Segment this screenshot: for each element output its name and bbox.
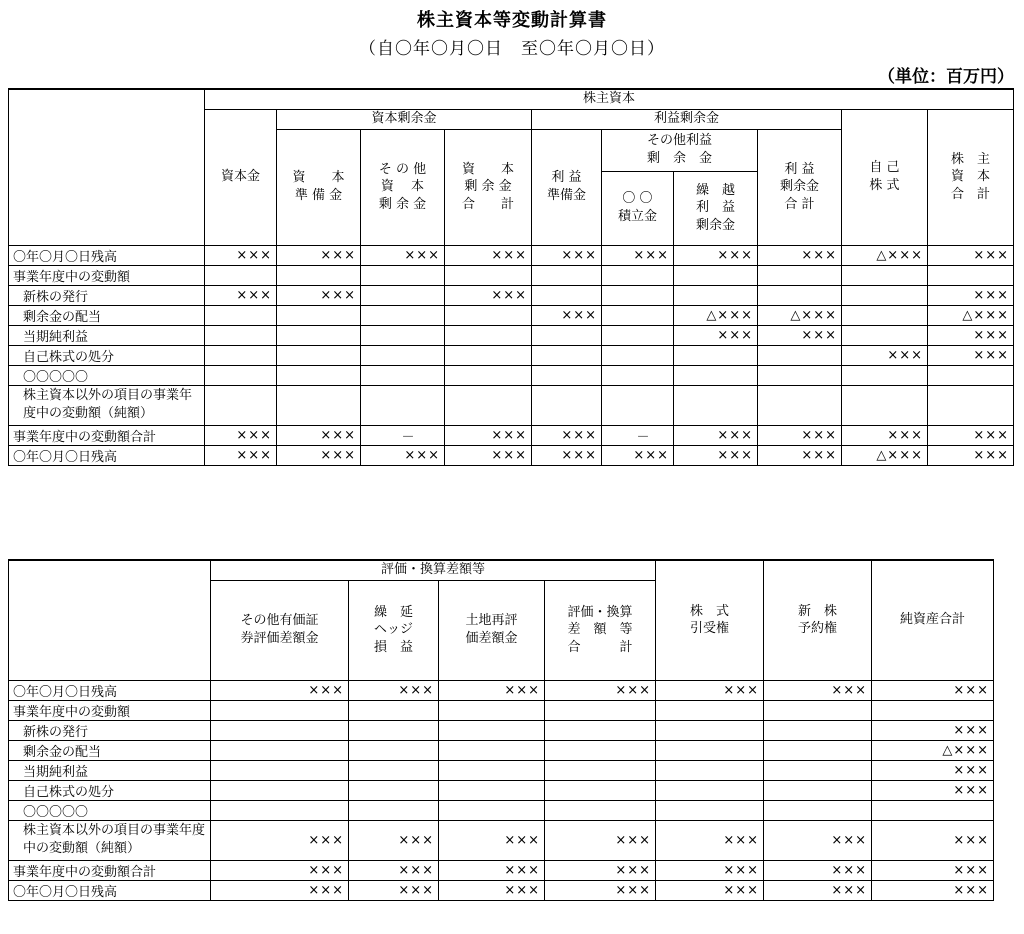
row-label: 事業年度中の変動額 bbox=[9, 700, 211, 720]
value-cell bbox=[758, 345, 842, 365]
value-cell bbox=[928, 385, 1014, 425]
value-cell bbox=[842, 285, 928, 305]
value-cell bbox=[602, 325, 674, 345]
value-cell bbox=[602, 345, 674, 365]
value-cell bbox=[532, 385, 602, 425]
value-cell: ××× bbox=[758, 445, 842, 465]
value-cell bbox=[532, 285, 602, 305]
value-cell: ××× bbox=[758, 325, 842, 345]
value-cell: ××× bbox=[928, 285, 1014, 305]
value-cell bbox=[928, 365, 1014, 385]
value-cell bbox=[439, 740, 545, 760]
value-cell bbox=[361, 345, 445, 365]
value-cell: ××× bbox=[277, 285, 361, 305]
row-label: 〇〇〇〇〇 bbox=[9, 365, 205, 385]
header-shareholders-equity: 株主資本 bbox=[205, 89, 1014, 109]
value-cell bbox=[445, 305, 532, 325]
value-cell: ××× bbox=[205, 245, 277, 265]
col-header: 利 益 剰余金 合 計 bbox=[758, 129, 842, 245]
col-header: その他有価証 券評価差額金 bbox=[211, 580, 349, 680]
col-header: 資本金 bbox=[205, 109, 277, 245]
value-cell bbox=[277, 385, 361, 425]
value-cell bbox=[545, 780, 656, 800]
value-cell: ××× bbox=[842, 345, 928, 365]
value-cell bbox=[349, 720, 439, 740]
value-cell: ××× bbox=[656, 820, 764, 860]
shareholders-equity-table bbox=[8, 88, 1014, 466]
value-cell bbox=[361, 285, 445, 305]
value-cell: △××× bbox=[674, 305, 758, 325]
col-header: 資 本 準 備 金 bbox=[277, 129, 361, 245]
value-cell: ××× bbox=[445, 425, 532, 445]
value-cell: ××× bbox=[656, 680, 764, 700]
value-cell bbox=[445, 265, 532, 285]
value-cell: ××× bbox=[439, 860, 545, 880]
row-label: 剰余金の配当 bbox=[9, 740, 211, 760]
col-header: そ の 他 資 本 剰 余 金 bbox=[361, 129, 445, 245]
value-cell bbox=[211, 760, 349, 780]
value-cell bbox=[656, 700, 764, 720]
header-corner-cell bbox=[9, 560, 211, 680]
value-cell bbox=[205, 325, 277, 345]
value-cell: ××× bbox=[277, 445, 361, 465]
row-label: 株主資本以外の項目の事業年度中の変動額（純額） bbox=[9, 820, 211, 860]
table-row bbox=[9, 285, 1014, 305]
value-cell bbox=[349, 780, 439, 800]
value-cell: ××× bbox=[674, 445, 758, 465]
value-cell bbox=[764, 800, 872, 820]
value-cell: ××× bbox=[842, 425, 928, 445]
value-cell: △××× bbox=[928, 305, 1014, 325]
value-cell: ××× bbox=[674, 325, 758, 345]
value-cell bbox=[764, 700, 872, 720]
value-cell bbox=[545, 740, 656, 760]
value-cell bbox=[674, 385, 758, 425]
value-cell bbox=[445, 345, 532, 365]
value-cell bbox=[602, 305, 674, 325]
value-cell bbox=[764, 720, 872, 740]
value-cell: ××× bbox=[439, 880, 545, 900]
value-cell bbox=[532, 325, 602, 345]
value-cell: ××× bbox=[349, 880, 439, 900]
value-cell bbox=[205, 385, 277, 425]
table-row bbox=[9, 720, 994, 740]
value-cell bbox=[439, 720, 545, 740]
value-cell bbox=[277, 305, 361, 325]
value-cell: ××× bbox=[545, 860, 656, 880]
value-cell: △××× bbox=[842, 245, 928, 265]
valuation-adjustments-table bbox=[8, 559, 994, 901]
value-cell: ××× bbox=[205, 425, 277, 445]
col-header: 〇 〇 積立金 bbox=[602, 171, 674, 245]
value-cell bbox=[211, 780, 349, 800]
value-cell bbox=[842, 305, 928, 325]
table-row bbox=[9, 445, 1014, 465]
value-cell bbox=[211, 740, 349, 760]
value-cell bbox=[445, 325, 532, 345]
value-cell: ××× bbox=[872, 860, 994, 880]
value-cell bbox=[656, 800, 764, 820]
table-row bbox=[9, 760, 994, 780]
value-cell bbox=[842, 265, 928, 285]
col-header: 株 式 引受権 bbox=[656, 560, 764, 680]
value-cell bbox=[349, 800, 439, 820]
value-cell: ××× bbox=[439, 680, 545, 700]
row-label: 〇年〇月〇日残高 bbox=[9, 680, 211, 700]
value-cell bbox=[674, 265, 758, 285]
row-label: 剰余金の配当 bbox=[9, 305, 205, 325]
value-cell: ××× bbox=[205, 285, 277, 305]
value-cell: ××× bbox=[674, 425, 758, 445]
header-corner-cell bbox=[9, 89, 205, 245]
value-cell: ××× bbox=[656, 860, 764, 880]
table-row bbox=[9, 385, 1014, 425]
value-cell bbox=[205, 305, 277, 325]
row-label: 事業年度中の変動額合計 bbox=[9, 860, 211, 880]
value-cell: ××× bbox=[545, 880, 656, 900]
value-cell bbox=[602, 365, 674, 385]
value-cell: ××× bbox=[277, 245, 361, 265]
value-cell bbox=[205, 365, 277, 385]
value-cell: ××× bbox=[764, 820, 872, 860]
value-cell bbox=[758, 385, 842, 425]
row-label: 新株の発行 bbox=[9, 720, 211, 740]
table-row bbox=[9, 800, 994, 820]
row-label: 〇年〇月〇日残高 bbox=[9, 445, 205, 465]
value-cell bbox=[439, 700, 545, 720]
value-cell bbox=[764, 740, 872, 760]
value-cell bbox=[872, 800, 994, 820]
table-row bbox=[9, 245, 1014, 265]
value-cell bbox=[928, 265, 1014, 285]
value-cell bbox=[545, 800, 656, 820]
table-row bbox=[9, 265, 1014, 285]
value-cell bbox=[211, 700, 349, 720]
value-cell: ××× bbox=[445, 445, 532, 465]
table-row bbox=[9, 305, 1014, 325]
col-header: 繰 越 利 益 剰余金 bbox=[674, 171, 758, 245]
value-cell bbox=[602, 265, 674, 285]
table-row bbox=[9, 700, 994, 720]
value-cell: ××× bbox=[445, 285, 532, 305]
row-label: 事業年度中の変動額合計 bbox=[9, 425, 205, 445]
value-cell bbox=[349, 760, 439, 780]
row-label: 当期純利益 bbox=[9, 760, 211, 780]
value-cell bbox=[872, 700, 994, 720]
col-header: 繰 延 ヘッジ 損 益 bbox=[349, 580, 439, 680]
value-cell: ××× bbox=[211, 820, 349, 860]
value-cell bbox=[656, 780, 764, 800]
table-row bbox=[9, 860, 994, 880]
value-cell bbox=[532, 365, 602, 385]
value-cell: ××× bbox=[532, 425, 602, 445]
value-cell bbox=[439, 780, 545, 800]
header-capital-surplus: 資本剰余金 bbox=[277, 109, 532, 129]
value-cell bbox=[277, 325, 361, 345]
col-header: 新 株 予約権 bbox=[764, 560, 872, 680]
value-cell bbox=[656, 760, 764, 780]
value-cell bbox=[361, 365, 445, 385]
value-cell: ××× bbox=[764, 880, 872, 900]
value-cell: ××× bbox=[758, 425, 842, 445]
col-header: 資 本 剰 余 金 合 計 bbox=[445, 129, 532, 245]
table-row bbox=[9, 820, 994, 860]
row-label: 事業年度中の変動額 bbox=[9, 265, 205, 285]
value-cell: △××× bbox=[758, 305, 842, 325]
value-cell: △××× bbox=[872, 740, 994, 760]
col-header: 土地再評 価差額金 bbox=[439, 580, 545, 680]
value-cell: ××× bbox=[674, 245, 758, 265]
row-label: 新株の発行 bbox=[9, 285, 205, 305]
row-label: 〇年〇月〇日残高 bbox=[9, 880, 211, 900]
value-cell: ××× bbox=[211, 880, 349, 900]
value-cell: ××× bbox=[361, 245, 445, 265]
value-cell bbox=[532, 345, 602, 365]
value-cell bbox=[361, 385, 445, 425]
value-cell bbox=[361, 265, 445, 285]
value-cell bbox=[842, 365, 928, 385]
value-cell: ××× bbox=[211, 860, 349, 880]
unit-label: （単位：百万円） bbox=[878, 67, 1014, 87]
table-row bbox=[9, 880, 994, 900]
value-cell bbox=[602, 385, 674, 425]
table-row bbox=[9, 780, 994, 800]
value-cell bbox=[656, 740, 764, 760]
value-cell bbox=[205, 265, 277, 285]
value-cell bbox=[445, 385, 532, 425]
table-row bbox=[9, 325, 1014, 345]
value-cell bbox=[545, 760, 656, 780]
header-retained-earnings: 利益剰余金 bbox=[532, 109, 842, 129]
value-cell bbox=[277, 345, 361, 365]
value-cell: ××× bbox=[872, 780, 994, 800]
value-cell bbox=[361, 305, 445, 325]
value-cell: ××× bbox=[872, 680, 994, 700]
value-cell bbox=[758, 365, 842, 385]
value-cell: ××× bbox=[532, 305, 602, 325]
value-cell: ××× bbox=[211, 680, 349, 700]
col-header: 評価・換算 差 額 等 合 計 bbox=[545, 580, 656, 680]
value-cell bbox=[764, 780, 872, 800]
value-cell: ××× bbox=[532, 245, 602, 265]
value-cell bbox=[439, 800, 545, 820]
value-cell: ××× bbox=[545, 680, 656, 700]
value-cell: △××× bbox=[842, 445, 928, 465]
table-row bbox=[9, 425, 1014, 445]
value-cell: ××× bbox=[656, 880, 764, 900]
col-header: 株 主 資 本 合 計 bbox=[928, 109, 1014, 245]
value-cell: ××× bbox=[872, 760, 994, 780]
value-cell bbox=[361, 325, 445, 345]
table-row bbox=[9, 365, 1014, 385]
value-cell bbox=[349, 740, 439, 760]
row-label: 自己株式の処分 bbox=[9, 780, 211, 800]
value-cell bbox=[758, 285, 842, 305]
header-valuation-adjustments: 評価・換算差額等 bbox=[211, 560, 656, 580]
value-cell: ××× bbox=[205, 445, 277, 465]
value-cell: ××× bbox=[928, 425, 1014, 445]
value-cell bbox=[205, 345, 277, 365]
value-cell: ××× bbox=[928, 245, 1014, 265]
value-cell bbox=[674, 285, 758, 305]
value-cell: ××× bbox=[764, 680, 872, 700]
value-cell bbox=[277, 265, 361, 285]
value-cell: ××× bbox=[602, 245, 674, 265]
value-cell: ××× bbox=[349, 820, 439, 860]
row-label: 自己株式の処分 bbox=[9, 345, 205, 365]
value-cell: ××× bbox=[928, 325, 1014, 345]
document-title: 株主資本等変動計算書 bbox=[417, 10, 607, 31]
row-label: 〇〇〇〇〇 bbox=[9, 800, 211, 820]
table-row bbox=[9, 680, 994, 700]
value-cell: ××× bbox=[764, 860, 872, 880]
value-cell: ××× bbox=[602, 445, 674, 465]
row-label: 当期純利益 bbox=[9, 325, 205, 345]
value-cell: ××× bbox=[928, 445, 1014, 465]
value-cell bbox=[674, 345, 758, 365]
value-cell bbox=[211, 720, 349, 740]
value-cell: ××× bbox=[872, 820, 994, 860]
value-cell: － bbox=[602, 425, 674, 445]
value-cell bbox=[842, 385, 928, 425]
table-row bbox=[9, 345, 1014, 365]
value-cell: ××× bbox=[445, 245, 532, 265]
value-cell bbox=[674, 365, 758, 385]
table-row bbox=[9, 740, 994, 760]
value-cell bbox=[842, 325, 928, 345]
value-cell bbox=[764, 760, 872, 780]
value-cell bbox=[532, 265, 602, 285]
value-cell: ××× bbox=[277, 425, 361, 445]
value-cell: ××× bbox=[532, 445, 602, 465]
header-other-retained-earnings: その他利益 剰 余 金 bbox=[602, 129, 758, 171]
value-cell bbox=[545, 700, 656, 720]
value-cell: ××× bbox=[872, 720, 994, 740]
value-cell bbox=[602, 285, 674, 305]
value-cell: ××× bbox=[439, 820, 545, 860]
row-label: 〇年〇月〇日残高 bbox=[9, 245, 205, 265]
row-label: 株主資本以外の項目の事業年度中の変動額（純額） bbox=[9, 385, 205, 425]
value-cell bbox=[349, 700, 439, 720]
col-header: 自 己 株 式 bbox=[842, 109, 928, 245]
value-cell: ××× bbox=[545, 820, 656, 860]
value-cell: ××× bbox=[928, 345, 1014, 365]
value-cell bbox=[439, 760, 545, 780]
value-cell: － bbox=[361, 425, 445, 445]
value-cell: ××× bbox=[758, 245, 842, 265]
value-cell bbox=[656, 720, 764, 740]
value-cell bbox=[277, 365, 361, 385]
value-cell bbox=[445, 365, 532, 385]
col-header: 純資産合計 bbox=[872, 560, 994, 680]
col-header: 利 益 準備金 bbox=[532, 129, 602, 245]
document-period: （自〇年〇月〇日 至〇年〇月〇日） bbox=[359, 39, 665, 59]
value-cell: ××× bbox=[349, 680, 439, 700]
value-cell bbox=[758, 265, 842, 285]
value-cell bbox=[211, 800, 349, 820]
value-cell bbox=[545, 720, 656, 740]
value-cell: ××× bbox=[872, 880, 994, 900]
value-cell: ××× bbox=[349, 860, 439, 880]
value-cell: ××× bbox=[361, 445, 445, 465]
